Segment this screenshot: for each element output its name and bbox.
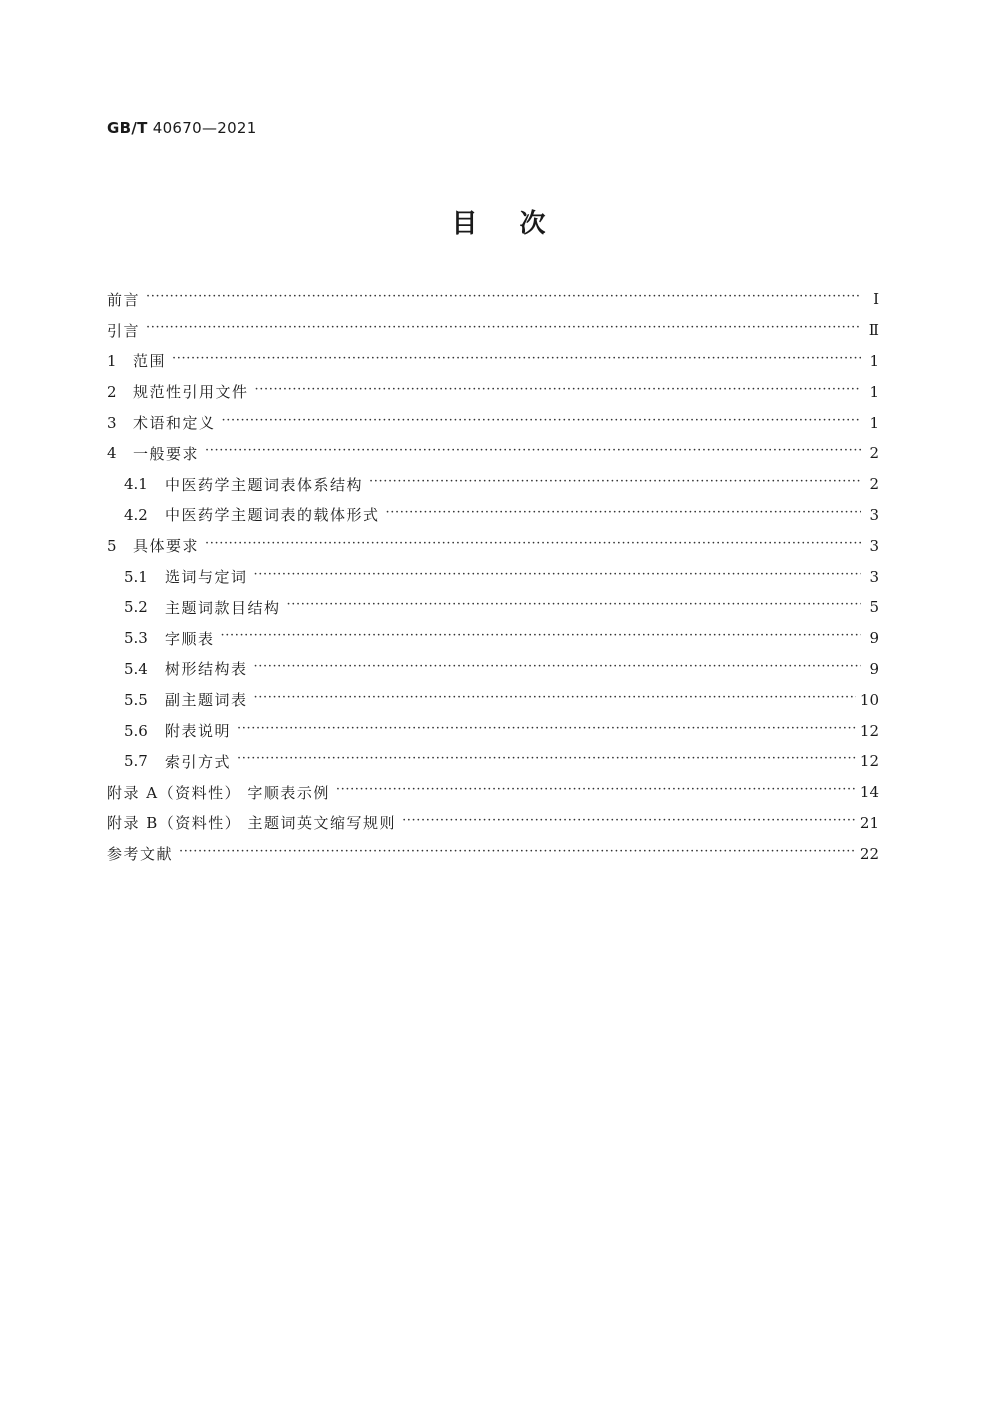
page-title: 目 次 xyxy=(451,209,548,239)
toc-entry-1[interactable]: 1 范围 ····· 1 xyxy=(107,346,879,377)
table-of-contents xyxy=(107,284,879,869)
toc-entry-5-2[interactable]: 5.2 主题词款目结构 ····· 5 xyxy=(107,592,879,623)
toc-entry-5[interactable]: 5 具体要求 ····· 3 xyxy=(107,530,879,561)
toc-entry-4-2[interactable]: 4.2 中医药学主题词表的载体形式 ····· 3 xyxy=(107,500,879,531)
toc-entry-5-6[interactable]: 5.6 附表说明 ····· 12 xyxy=(107,715,879,746)
document-number: GB/T 40670—2021 xyxy=(107,119,257,137)
toc-entry-4[interactable]: 4 一般要求 ····· 2 xyxy=(107,438,879,469)
toc-entry-bibliography[interactable]: 参考文献 ····· 22 xyxy=(107,838,879,869)
toc-entry-5-7[interactable]: 5.7 索引方式 ····· 12 xyxy=(107,746,879,777)
toc-entry-5-1[interactable]: 5.1 选词与定词 ····· 3 xyxy=(107,561,879,592)
toc-entry-2[interactable]: 2 规范性引用文件 ····· 1 xyxy=(107,376,879,407)
toc-entry-foreword[interactable]: 前言 ····· Ⅰ xyxy=(107,284,879,315)
toc-entry-4-1[interactable]: 4.1 中医药学主题词表体系结构 ····· 2 xyxy=(107,469,879,500)
toc-entry-5-5[interactable]: 5.5 副主题词表 ····· 10 xyxy=(107,684,879,715)
toc-entry-5-3[interactable]: 5.3 字顺表 ····· 9 xyxy=(107,623,879,654)
toc-entry-appendix-a[interactable]: 附录 A（资料性） 字顺表示例 ····· 14 xyxy=(107,777,879,808)
toc-entry-5-4[interactable]: 5.4 树形结构表 ····· 9 xyxy=(107,654,879,685)
toc-entry-3[interactable]: 3 术语和定义 ····· 1 xyxy=(107,407,879,438)
toc-entry-appendix-b[interactable]: 附录 B（资料性） 主题词英文缩写规则 ····· 21 xyxy=(107,808,879,839)
toc-entry-introduction[interactable]: 引言 ····· Ⅱ xyxy=(107,315,879,346)
